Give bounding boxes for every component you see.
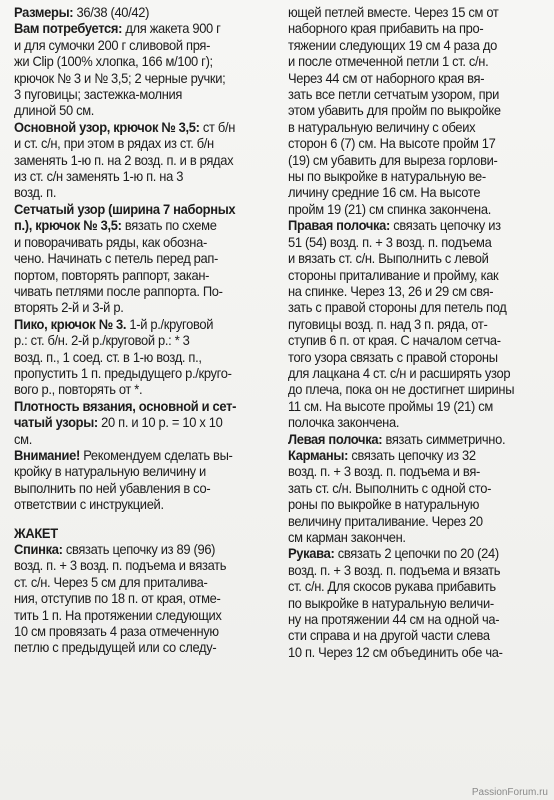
- text-line: [14, 349, 277, 365]
- text-line: [288, 20, 551, 36]
- text-line: [14, 590, 277, 606]
- text-line: [14, 365, 277, 381]
- text-run: пройм 19 (21) см спинка закончена.: [288, 200, 492, 217]
- text-run: чено. Начинать с петель перед рап-: [14, 250, 219, 267]
- text-run: 10 п. Через 12 см объединить обе ча-: [288, 643, 503, 660]
- text-line: [288, 86, 551, 102]
- bold-run: Левая полочка:: [288, 430, 386, 447]
- text-run: вого р., повторять от *.: [14, 381, 143, 398]
- text-run: ст б/н: [202, 118, 236, 135]
- text-run: и для сумочки 200 г сливовой пря-: [14, 36, 211, 53]
- watermark: PassionForum.ru: [471, 787, 548, 798]
- text-run: возд. п. + 3 возд. п. подъема и вя-: [288, 463, 480, 480]
- text-line: [288, 234, 551, 250]
- bold-run: Плотность вязания, основной и сет-: [14, 397, 237, 414]
- text-run: личину средние 16 см. На высоте: [288, 184, 481, 201]
- text-line: [288, 480, 551, 496]
- text-line: [14, 414, 277, 430]
- text-run: жи Clip (100% хлопка, 166 м/100 г);: [14, 53, 213, 70]
- text-run: вязать по схеме: [124, 217, 217, 234]
- text-run: того узора связать с правой стороны: [288, 348, 498, 365]
- text-run: выполнить по ней убавления в со-: [14, 479, 211, 496]
- text-run: величину приталивание. Через 20: [288, 512, 483, 529]
- text-run: наборного края прибавить на про-: [288, 20, 484, 37]
- text-line: [288, 70, 551, 86]
- text-line: [288, 414, 551, 430]
- text-line: [14, 217, 277, 233]
- text-run: кройку в натуральную величину и: [14, 463, 206, 480]
- text-line: [14, 332, 277, 348]
- text-line: [14, 37, 277, 53]
- text-line: [288, 217, 551, 233]
- text-run: возд. п., 1 соед. ст. в 1-ю возд. п.,: [14, 348, 202, 365]
- text-line: [14, 168, 277, 184]
- text-run: ющей петлей вместе. Через 15 см от: [288, 4, 499, 20]
- text-line: [14, 152, 277, 168]
- text-line: [14, 480, 277, 496]
- text-run: связать 2 цепочки по 20 (24): [337, 545, 499, 562]
- text-line: [288, 529, 551, 545]
- text-run: тить 1 п. На протяжении следующих: [14, 606, 222, 623]
- text-run: 10 см провязать 4 раза отмеченную: [14, 623, 219, 640]
- text-line: [288, 299, 551, 315]
- text-line: [288, 119, 551, 135]
- text-run: пуговицы возд. п. над 3 п. ряда, от-: [288, 315, 488, 332]
- text-run: до плеча, пока он не достигнет ширины: [288, 381, 515, 398]
- text-line: [288, 184, 551, 200]
- bold-run: Внимание!: [14, 446, 84, 463]
- text-line: [288, 545, 551, 561]
- text-run: 36/38 (40/42): [76, 4, 150, 20]
- text-run: и вязать ст. с/н. Выполнить с левой: [288, 250, 489, 267]
- bold-run: Пико, крючок № 3.: [14, 315, 130, 332]
- text-line: [288, 578, 551, 594]
- text-line: [288, 37, 551, 53]
- text-line: [14, 398, 277, 414]
- text-run: и поворачивать ряды, как обозна-: [14, 233, 207, 250]
- text-run: (19) см убавить для выреза горлови-: [288, 151, 498, 168]
- text-line: [14, 20, 277, 36]
- text-line: [288, 595, 551, 611]
- text-line: [14, 70, 277, 86]
- text-run: роны по выкройке в натуральную: [288, 496, 480, 513]
- text-run: возд. п.: [14, 184, 57, 201]
- text-line: [14, 496, 277, 512]
- bold-run: ЖАКЕТ: [14, 524, 58, 541]
- bold-run: Основной узор, крючок № 3,5:: [14, 118, 203, 135]
- text-run: в натуральную величину с обеих: [288, 118, 476, 135]
- text-line: [14, 283, 277, 299]
- text-line: [14, 463, 277, 479]
- text-run: этом убавить для пройм по выкройке: [288, 102, 501, 119]
- text-line: [14, 4, 277, 20]
- text-run: вязать симметрично.: [385, 430, 506, 447]
- text-run: длиной 50 см.: [14, 102, 95, 119]
- text-line: [288, 53, 551, 69]
- text-line: [14, 623, 277, 639]
- text-line: [288, 267, 551, 283]
- text-run: см.: [14, 430, 32, 447]
- text-line: [14, 381, 277, 397]
- text-line: [14, 447, 277, 463]
- text-line: [14, 135, 277, 151]
- text-run: ну на протяжении 44 см на одной ча-: [288, 611, 500, 628]
- text-run: р.: ст. б/н. 2-й р./круговой р.: * 3: [14, 332, 190, 349]
- bold-run: Сетчатый узор (ширина 7 наборных: [14, 200, 236, 217]
- text-run: вторять 2-й и 3-й р.: [14, 299, 124, 316]
- text-run: пропустить 1 п. предыдущего р./круго-: [14, 364, 232, 381]
- text-line: [14, 525, 277, 541]
- right-text-column: [288, 4, 551, 660]
- text-line: [288, 168, 551, 184]
- text-run: Через 44 см от наборного края вя-: [288, 69, 485, 86]
- text-line: [14, 431, 277, 447]
- text-run: зать все петли сетчатым узором, при: [288, 86, 500, 103]
- text-line: [14, 316, 277, 332]
- text-line: [288, 4, 551, 20]
- text-line: [288, 135, 551, 151]
- text-line: [288, 152, 551, 168]
- text-line: [288, 332, 551, 348]
- text-run: ния, отступив по 18 п. от края, отме-: [14, 590, 221, 607]
- text-line: [288, 349, 551, 365]
- text-line: [14, 250, 277, 266]
- text-run: для лацкана 4 ст. с/н и расширять узор: [288, 364, 511, 381]
- bold-run: Размеры:: [14, 4, 77, 20]
- text-run: связать цепочку из: [393, 217, 501, 234]
- text-line: [14, 541, 277, 557]
- left-text-column: [14, 4, 277, 656]
- text-line: [288, 496, 551, 512]
- text-run: портом, повторять раппорт, закан-: [14, 266, 210, 283]
- text-line: [14, 119, 277, 135]
- text-run: 20 п. и 10 р. = 10 х 10: [101, 414, 223, 431]
- text-line: [288, 644, 551, 660]
- text-line: [14, 102, 277, 118]
- text-run: и после отмеченной петли 1 ст. с/н.: [288, 53, 489, 70]
- text-line: [14, 234, 277, 250]
- text-run: для жакета 900 г: [125, 20, 221, 37]
- text-line: [14, 299, 277, 315]
- text-line: [14, 184, 277, 200]
- text-run: ступив 6 п. от края. С началом сетча-: [288, 332, 501, 349]
- text-line: [288, 431, 551, 447]
- text-run: полочка закончена.: [288, 414, 400, 431]
- text-run: петлю с предыдущей или со следу-: [14, 639, 217, 656]
- bold-run: Правая полочка:: [288, 217, 394, 234]
- text-line: [288, 447, 551, 463]
- text-run: связать цепочку из 89 (96): [65, 541, 216, 557]
- text-run: чивать петлями после раппорта. По-: [14, 282, 223, 299]
- bold-run: п.), крючок № 3,5:: [14, 217, 125, 234]
- bold-run: Спинка:: [14, 541, 66, 557]
- text-run: Рекомендуем сделать вы-: [83, 446, 233, 463]
- text-run: см карман закончен.: [288, 529, 406, 545]
- text-line: [14, 574, 277, 590]
- text-line: [288, 250, 551, 266]
- text-line: [14, 86, 277, 102]
- text-run: 51 (54) возд. п. + 3 возд. п. подъема: [288, 233, 492, 250]
- text-run: и ст. с/н, при этом в рядах из ст. б/н: [14, 135, 214, 152]
- text-line: [288, 201, 551, 217]
- text-run: зать ст. с/н. Выполнить с одной сто-: [288, 479, 492, 496]
- text-line: [288, 283, 551, 299]
- text-run: ст. с/н. Через 5 см для приталива-: [14, 573, 208, 590]
- text-line: [14, 201, 277, 217]
- text-run: ст. с/н. Для скосов рукава прибавить: [288, 578, 496, 595]
- text-line: [14, 53, 277, 69]
- text-run: тяжении следующих 19 см 4 раза до: [288, 36, 497, 53]
- text-run: 11 см. На высоте проймы 19 (21) см: [288, 397, 493, 414]
- text-run: стороны приталивание и пройму, как: [288, 266, 499, 283]
- text-line: [288, 398, 551, 414]
- text-run: возд. п. + 3 возд. п. подъема и вязать: [288, 561, 501, 578]
- text-line: [14, 607, 277, 623]
- text-line: [288, 463, 551, 479]
- text-run: 1-й р./круговой: [129, 315, 214, 332]
- text-run: крючок № 3 и № 3,5; 2 черные ручки;: [14, 69, 226, 86]
- text-run: связать цепочку из 32: [351, 446, 476, 463]
- text-line: [288, 381, 551, 397]
- text-run: заменять 1-ю п. на 2 возд. п. и в рядах: [14, 151, 234, 168]
- text-run: ны по выкройке в натуральную ве-: [288, 168, 486, 185]
- text-run: возд. п. + 3 возд. п. подъема и вязать: [14, 557, 227, 574]
- text-run: ответствии с инструкцией.: [14, 496, 164, 513]
- text-line: [288, 611, 551, 627]
- bold-run: Карманы:: [288, 446, 352, 463]
- bold-run: чатый узоры:: [14, 414, 102, 431]
- text-line: [14, 639, 277, 655]
- text-line: [288, 102, 551, 118]
- bold-run: Рукава:: [288, 545, 338, 562]
- text-line: [14, 267, 277, 283]
- text-run: из ст. с/н заменять 1-ю п. на 3: [14, 168, 184, 185]
- text-line: [288, 365, 551, 381]
- text-run: сторон 6 (7) см. На высоте пройм 17: [288, 135, 496, 152]
- text-run: зать с правой стороны для петель под: [288, 299, 507, 316]
- text-line: [14, 557, 277, 573]
- text-line: [288, 627, 551, 643]
- text-run: на спинке. Через 13, 26 и 29 см свя-: [288, 282, 494, 299]
- text-run: сти справа и на другой части слева: [288, 627, 490, 644]
- text-line: [288, 513, 551, 529]
- text-line: [288, 562, 551, 578]
- bold-run: Вам потребуется:: [14, 20, 126, 37]
- text-line: [288, 316, 551, 332]
- text-run: по выкройке в натуральную величи-: [288, 594, 494, 611]
- text-run: 3 пуговицы; застежка-молния: [14, 86, 183, 103]
